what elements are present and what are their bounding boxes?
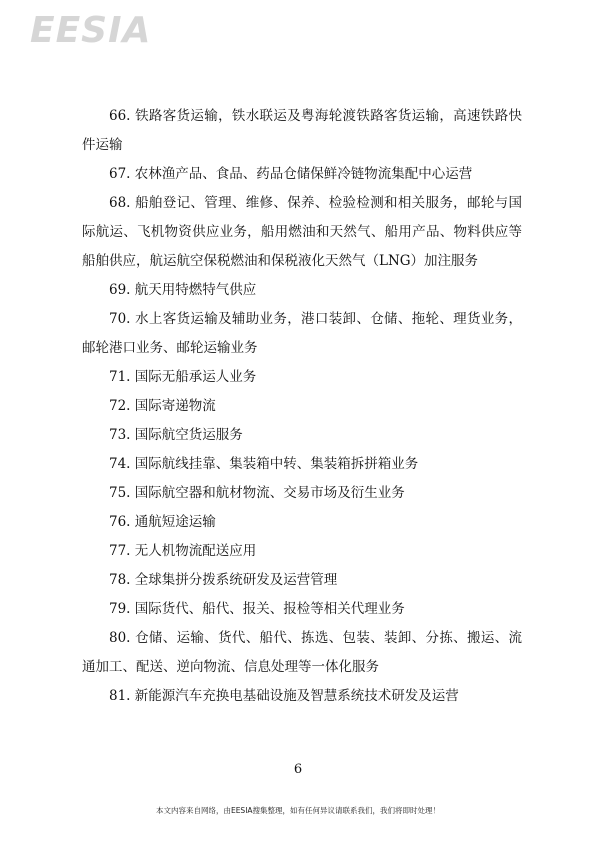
list-item bbox=[82, 392, 522, 421]
list-item-text: 72. 国际寄递物流 bbox=[109, 398, 216, 414]
list-item bbox=[82, 189, 522, 276]
list-item bbox=[82, 479, 522, 508]
list-item bbox=[82, 624, 522, 682]
list-item-text: 67. 农林渔产品、食品、药品仓储保鲜冷链物流集配中心运营 bbox=[109, 166, 473, 182]
list-item-text: 73. 国际航空货运服务 bbox=[109, 427, 243, 443]
list-item bbox=[82, 508, 522, 537]
list-item bbox=[82, 595, 522, 624]
list-item-text: 70. 水上客货运输及辅助业务，港口装卸、仓储、拖轮、理货业务，邮轮港口业务、邮轮运输业务 bbox=[82, 311, 522, 356]
list-item bbox=[82, 102, 522, 160]
list-item-text: 66. 铁路客货运输，铁水联运及粤海轮渡铁路客货运输，高速铁路快件运输 bbox=[82, 108, 522, 153]
list-item bbox=[82, 276, 522, 305]
list-item-text: 75. 国际航空器和航材物流、交易市场及衍生业务 bbox=[109, 485, 405, 501]
list-item-text: 77. 无人机物流配送应用 bbox=[109, 543, 257, 559]
document-body bbox=[82, 102, 522, 711]
list-item bbox=[82, 421, 522, 450]
list-item-text: 74. 国际航线挂靠、集装箱中转、集装箱拆拼箱业务 bbox=[109, 456, 419, 472]
eesia-logo: EESIA bbox=[30, 10, 152, 51]
list-item-text: 79. 国际货代、船代、报关、报检等相关代理业务 bbox=[109, 601, 405, 617]
list-item bbox=[82, 566, 522, 595]
list-item bbox=[82, 537, 522, 566]
list-item-text: 71. 国际无船承运人业务 bbox=[109, 369, 257, 385]
list-item bbox=[82, 450, 522, 479]
list-item bbox=[82, 305, 522, 363]
list-item-text: 78. 全球集拼分拨系统研发及运营管理 bbox=[109, 572, 338, 588]
list-item-text: 68. 船舶登记、管理、维修、保养、检验检测和相关服务，邮轮与国际航运、飞机物资供应业务，船用燃油和天然气、船用产品、物料供应等船舶供应，航运航空保税燃油和保税液化天然气（LNG）加注服务 bbox=[82, 195, 522, 269]
list-item bbox=[82, 682, 522, 711]
list-item-text: 80. 仓储、运输、货代、船代、拣选、包装、装卸、分拣、搬运、流通加工、配送、逆向物流、信息处理等一体化服务 bbox=[82, 630, 522, 675]
footer-disclaimer: 本文内容来自网络，由EESIA搜集整理，如有任何异议请联系我们，我们将即时处理！ bbox=[155, 806, 441, 815]
list-item-text: 81. 新能源汽车充换电基础设施及智慧系统技术研发及运营 bbox=[109, 688, 459, 704]
page-number: 6 bbox=[293, 762, 303, 777]
list-item-text: 69. 航天用特燃特气供应 bbox=[109, 282, 257, 298]
list-item bbox=[82, 363, 522, 392]
list-item bbox=[82, 160, 522, 189]
list-item-text: 76. 通航短途运输 bbox=[109, 514, 216, 530]
